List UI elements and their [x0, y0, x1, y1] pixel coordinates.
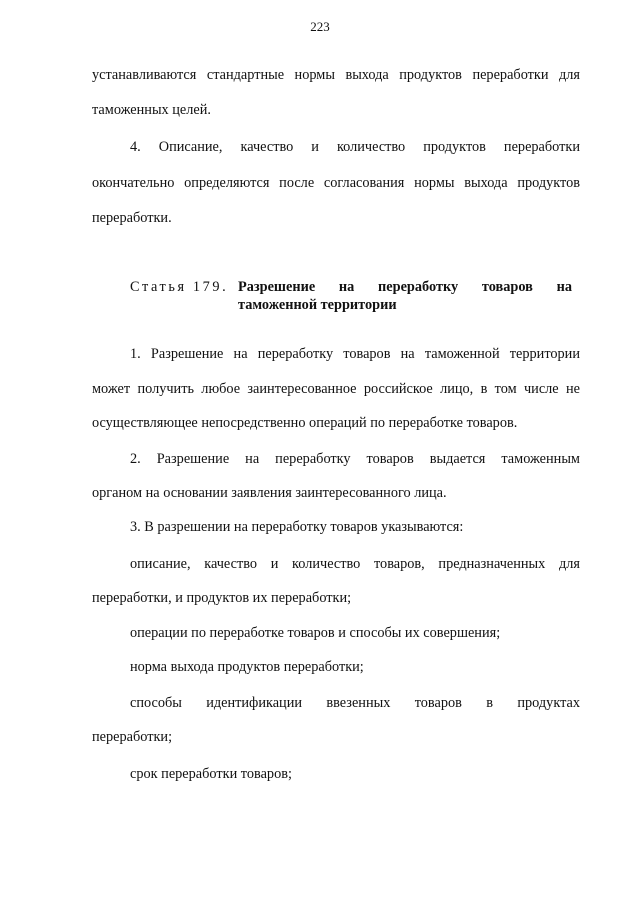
- text-line: переработки, и продуктов их переработки;: [92, 590, 352, 606]
- article-title-line: Разрешение на переработку товаров на: [238, 279, 572, 295]
- text-line: переработки;: [92, 729, 173, 745]
- text-line: срок переработки товаров;: [130, 766, 292, 782]
- text-line: устанавливаются стандартные нормы выхода продуктов переработки для: [92, 67, 580, 83]
- text-line: осуществляющее непосредственно операций по переработке товаров.: [92, 415, 518, 431]
- text-line: норма выхода продуктов переработки;: [130, 659, 364, 675]
- text-line: операции по переработке товаров и способы их совершения;: [130, 625, 501, 641]
- text-line: переработки.: [92, 210, 172, 226]
- text-line: 3. В разрешении на переработку товаров указываются:: [130, 519, 464, 535]
- text-line: 2. Разрешение на переработку товаров выдается таможенным: [130, 451, 580, 467]
- page-number: 223: [310, 19, 330, 34]
- text-line: может получить любое заинтересованное российское лицо, в том числе не: [92, 381, 580, 397]
- article-label: Статья 179.: [130, 279, 229, 295]
- text-line: органом на основании заявления заинтересованного лица.: [92, 485, 447, 501]
- article-title: [238, 278, 572, 314]
- text-line: описание, качество и количество товаров, предназначенных для: [130, 556, 580, 572]
- text-line: 4. Описание, качество и количество продуктов переработки: [130, 139, 580, 155]
- text-line: способы идентификации ввезенных товаров в продуктах: [130, 695, 580, 711]
- article-title-line: таможенной территории: [238, 297, 397, 313]
- text-line: окончательно определяются после согласования нормы выхода продуктов: [92, 175, 580, 191]
- text-line: таможенных целей.: [92, 102, 211, 118]
- text-line: 1. Разрешение на переработку товаров на таможенной территории: [130, 346, 580, 362]
